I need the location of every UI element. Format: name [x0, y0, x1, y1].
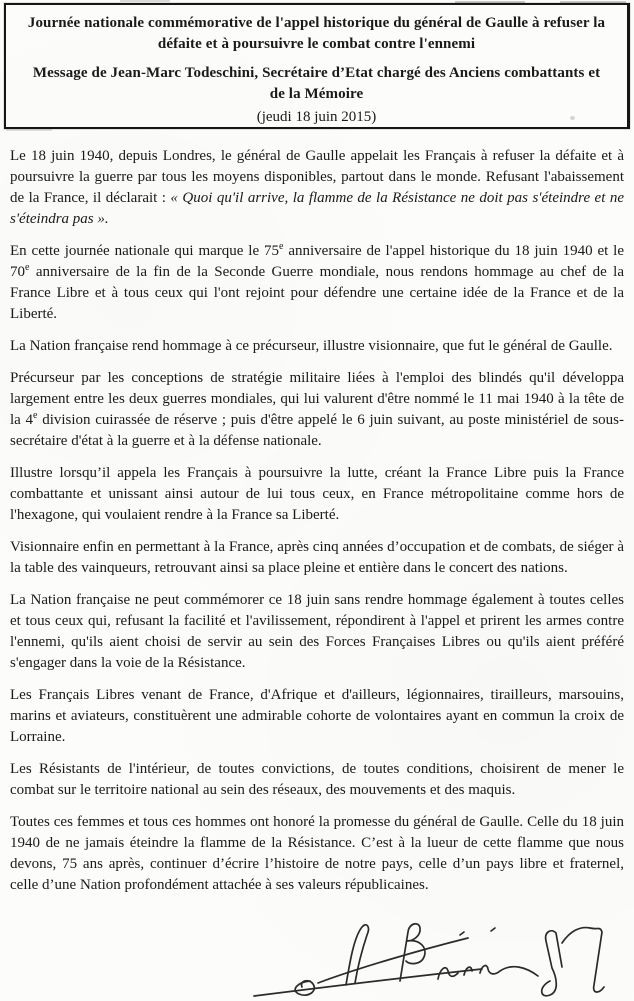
body-paragraph-1: Le 18 juin 1940, depuis Londres, le général de Gaulle appelait les Français à refuser la défaite et à poursuivre la guerre par tous les moyens disponibles, partout dans le monde. Refusant l'abaissement de la France, il déclarait : « Quoi qu'il arrive, la flamme de la Résistance ne doit pas s'éteindre et ne s'éteindra pas ».	[10, 148, 624, 227]
body-paragraph-4: Précurseur par les conceptions de stratégie militaire liées à l'emploi des blindés qu'il développa largement entre les deux guerres mondiales, qui lui valurent d'être nommé le 11 mai 1940 à la tête de la 4e division cuirassée de réserve ; puis d'être appelé le 6 juin suivant, au poste ministériel de sous-secrétaire d'état à la guerre et à la défense nationale.	[10, 370, 624, 449]
signature	[248, 919, 630, 1001]
body-paragraph-5: Illustre lorsqu’il appela les Français à poursuivre la lutte, créant la France Libre puis la France combattante et unissant ainsi autour de lui tous ceux, en France métropolitaine comme hors de l'hexagone, qui voulaient rendre à la France sa Liberté.	[10, 465, 624, 523]
body-paragraph-10: Toutes ces femmes et tous ces hommes ont honoré la promesse du général de Gaulle. Celle du 18 juin 1940 de ne jamais éteindre la flamme de la Résistance. C’est à la lueur de cette flamme que nous devons, 75 ans après, continuer d’écrire l’histoire de notre pays, celle d’un pays libre et fraternel, celle d’une Nation profondément attachée à ses valeurs républicaines.	[10, 814, 624, 893]
body-paragraph-2: En cette journée nationale qui marque le 75e anniversaire de l'appel historique du 18 juin 1940 et le 70e anniversaire de la fin de la Seconde Guerre mondiale, nous rendons hommage au chef de la France Libre et à tous ceux qui l'ont rejoint pour défendre une certaine idée de la France et de la Liberté.	[10, 241, 624, 322]
message-attribution-line-1: Message de Jean-Marc Todeschini, Secrétaire d’Etat chargé des Anciens combattants et	[32, 65, 601, 81]
document-body	[10, 146, 624, 907]
scan-smudge	[120, 0, 170, 2]
body-paragraph-9: Les Résistants de l'intérieur, de toutes convictions, de toutes conditions, choisirent de mener le combat sur le territoire national au sein des réseaux, des mouvements et des maquis.	[10, 761, 624, 798]
document-title-line-1: Journée nationale commémorative de l'appel historique du général de Gaulle à refuser la	[27, 15, 606, 31]
header-box	[4, 3, 630, 129]
document-date: (jeudi 18 juin 2015)	[256, 109, 377, 125]
document-title-line-2: défaite et à poursuivre le combat contre l'ennemi	[157, 36, 476, 52]
handwritten-signature-icon	[248, 919, 630, 1001]
body-paragraph-8: Les Français Libres venant de France, d'Afrique et d'ailleurs, légionnaires, tirailleurs, marsouins, marins et aviateurs, constituèrent une admirable cohorte de volontaires ayant en commun la croix de Lorraine.	[10, 687, 624, 745]
body-paragraph-3: La Nation française rend hommage à ce précurseur, illustre visionnaire, que fut le général de Gaulle.	[10, 338, 613, 354]
body-paragraph-6: Visionnaire enfin en permettant à la France, après cinq années d’occupation et de combats, de siéger à la table des vainqueurs, retrouvant ainsi sa place pleine et entière dans le concert des nations.	[10, 539, 624, 576]
message-attribution-line-2: de la Mémoire	[269, 86, 364, 102]
body-paragraph-7: La Nation française ne peut commémorer ce 18 juin sans rendre hommage également à toutes celles et tous ceux qui, refusant la facilité et l'avilissement, répondirent à l'appel et prirent les armes contre l'ennemi, qu'ils aient choisi de servir au sein des Forces Françaises Libres ou qu'ils aient préféré s'engager dans la voie de la Résistance.	[10, 592, 624, 671]
